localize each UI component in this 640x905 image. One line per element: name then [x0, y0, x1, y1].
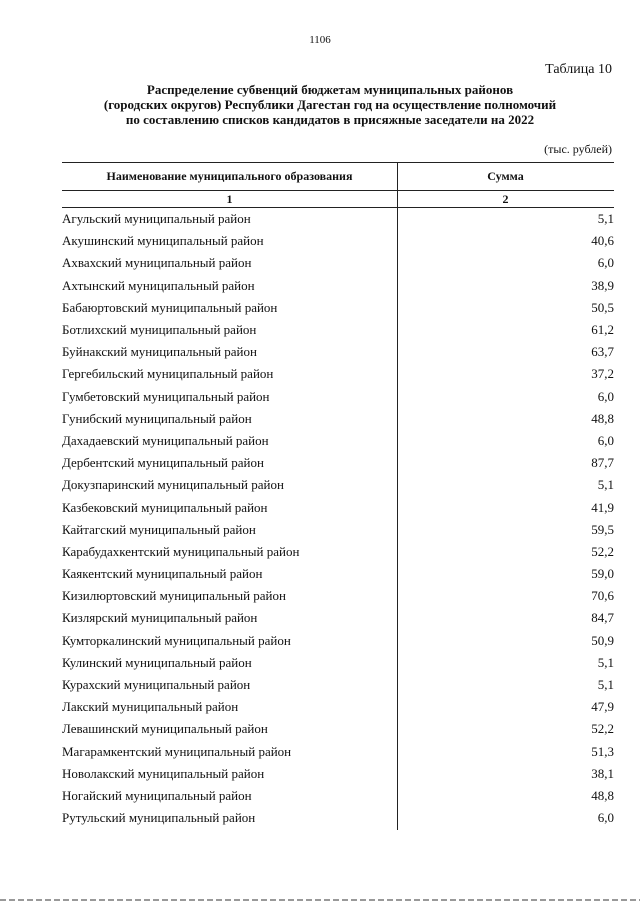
municipality-name: Гергебильский муниципальный район	[62, 366, 274, 382]
municipality-name: Ногайский муниципальный район	[62, 787, 252, 803]
municipality-name: Дербентский муниципальный район	[62, 455, 264, 471]
subsidy-amount: 5,1	[597, 654, 614, 670]
subsidy-amount: 84,7	[591, 610, 614, 626]
table-row	[62, 630, 614, 652]
municipality-name: Докузпаринский муниципальный район	[62, 477, 284, 493]
subsidy-amount: 38,9	[591, 277, 614, 293]
municipality-name: Казбековский муниципальный район	[62, 499, 268, 515]
subsidy-amount: 37,2	[591, 366, 614, 382]
table-row	[62, 585, 614, 607]
subsidy-amount: 6,0	[597, 388, 614, 404]
table-row	[62, 386, 614, 408]
table-row	[62, 674, 614, 696]
table-row	[62, 741, 614, 763]
document-title	[40, 82, 620, 127]
table-row	[62, 696, 614, 718]
table-row	[62, 496, 614, 518]
table-row	[62, 519, 614, 541]
table-row	[62, 607, 614, 629]
subsidy-amount: 51,3	[591, 743, 614, 759]
municipality-name: Кумторкалинский муниципальный район	[62, 632, 291, 648]
subsidy-amount: 6,0	[597, 255, 614, 271]
subsidy-amount: 59,5	[591, 521, 614, 537]
table-row	[62, 230, 614, 252]
table-row	[62, 252, 614, 274]
municipality-name: Кизлярский муниципальный район	[62, 610, 258, 626]
table-row	[62, 208, 614, 230]
subsidy-table	[62, 162, 614, 829]
table-row	[62, 474, 614, 496]
subsidy-amount: 5,1	[597, 677, 614, 693]
subsidy-amount: 48,8	[591, 410, 614, 426]
subsidy-amount: 87,7	[591, 455, 614, 471]
municipality-name: Каякентский муниципальный район	[62, 566, 263, 582]
subsidy-amount: 40,6	[591, 233, 614, 249]
subsidy-amount: 63,7	[591, 344, 614, 360]
column-number-sum: 2	[502, 191, 509, 206]
table-header-row	[62, 162, 614, 191]
municipality-name: Агульский муниципальный район	[62, 211, 251, 227]
subsidy-amount: 41,9	[591, 499, 614, 515]
table-row	[62, 785, 614, 807]
municipality-name: Курахский муниципальный район	[62, 677, 251, 693]
municipality-name: Кулинский муниципальный район	[62, 654, 252, 670]
units-label: (тыс. рублей)	[544, 142, 612, 156]
table-row	[62, 563, 614, 585]
municipality-name: Ботлихский муниципальный район	[62, 322, 257, 338]
column-number-name: 1	[226, 191, 233, 206]
municipality-name: Акушинский муниципальный район	[62, 233, 264, 249]
municipality-name: Гумбетовский муниципальный район	[62, 388, 270, 404]
municipality-name: Левашинский муниципальный район	[62, 721, 268, 737]
title-line: (городских округов) Республики Дагестан год на осуществление полномочий	[103, 97, 557, 112]
title-line: по составлению списков кандидатов в присяжные заседатели на 2022	[125, 112, 535, 127]
table-row	[62, 408, 614, 430]
scan-edge	[0, 899, 640, 901]
municipality-name: Рутульский муниципальный район	[62, 810, 256, 826]
table-row	[62, 275, 614, 297]
column-number-row	[62, 191, 614, 208]
municipality-name: Карабудахкентский муниципальный район	[62, 543, 300, 559]
municipality-name: Лакский муниципальный район	[62, 699, 239, 715]
subsidy-amount: 61,2	[591, 322, 614, 338]
municipality-name: Кизилюртовский муниципальный район	[62, 588, 286, 604]
subsidy-amount: 48,8	[591, 787, 614, 803]
table-row	[62, 319, 614, 341]
municipality-name: Буйнакский муниципальный район	[62, 344, 257, 360]
table-row	[62, 652, 614, 674]
table-row	[62, 341, 614, 363]
column-header-sum: Сумма	[487, 169, 524, 183]
subsidy-amount: 6,0	[597, 432, 614, 448]
subsidy-amount: 70,6	[591, 588, 614, 604]
municipality-name: Гунибский муниципальный район	[62, 410, 252, 426]
subsidy-amount: 6,0	[597, 810, 614, 826]
title-line: Распределение субвенций бюджетам муниципальных районов	[146, 82, 514, 97]
subsidy-amount: 5,1	[597, 211, 614, 227]
table-row	[62, 541, 614, 563]
page-number: 1106	[309, 34, 331, 46]
subsidy-amount: 50,9	[591, 632, 614, 648]
table-row	[62, 430, 614, 452]
table-row	[62, 807, 614, 829]
subsidy-amount: 52,2	[591, 721, 614, 737]
municipality-name: Ахтынский муниципальный район	[62, 277, 255, 293]
subsidy-amount: 59,0	[591, 566, 614, 582]
table-row	[62, 363, 614, 385]
table-row	[62, 718, 614, 740]
subsidy-amount: 38,1	[591, 765, 614, 781]
subsidy-amount: 47,9	[591, 699, 614, 715]
table-row	[62, 297, 614, 319]
municipality-name: Магарамкентский муниципальный район	[62, 743, 292, 759]
subsidy-amount: 5,1	[597, 477, 614, 493]
table-row	[62, 763, 614, 785]
municipality-name: Дахадаевский муниципальный район	[62, 432, 269, 448]
municipality-name: Ахвахский муниципальный район	[62, 255, 252, 271]
subsidy-amount: 50,5	[591, 299, 614, 315]
municipality-name: Кайтагский муниципальный район	[62, 521, 256, 537]
municipality-name: Бабаюртовский муниципальный район	[62, 299, 278, 315]
table-label: Таблица 10	[545, 62, 612, 77]
municipality-name: Новолакский муниципальный район	[62, 765, 265, 781]
column-header-name: Наименование муниципального образования	[106, 169, 353, 183]
table-row	[62, 452, 614, 474]
subsidy-amount: 52,2	[591, 543, 614, 559]
table-body	[62, 208, 614, 829]
